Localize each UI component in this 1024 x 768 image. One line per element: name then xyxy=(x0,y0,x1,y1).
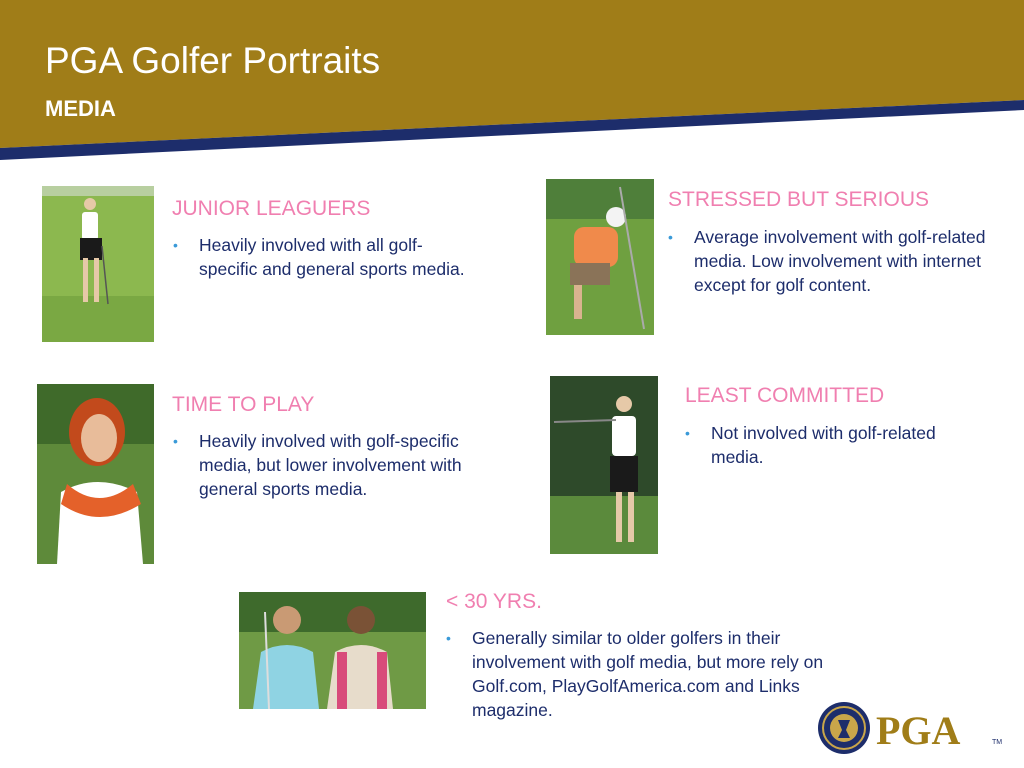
bullet-icon: • xyxy=(173,237,178,253)
bullet-text: Generally similar to older golfers in their involvement with golf media, but more rely on Golf.com, PlayGolfAmerica.com and Links magazine. xyxy=(472,628,824,720)
bullet-text: Not involved with golf-related media. xyxy=(711,423,936,467)
segment-bullet-under-30 xyxy=(446,626,857,722)
pga-logo-text: PGA xyxy=(876,708,961,753)
photo-junior-leaguer xyxy=(42,186,154,342)
segment-bullet-time-to-play xyxy=(173,429,494,501)
bullet-icon: • xyxy=(668,229,673,245)
page-subtitle: MEDIA xyxy=(45,96,116,121)
photo-under-30 xyxy=(239,592,426,709)
segment-title-least-committed: LEAST COMMITTED xyxy=(685,384,885,407)
segment-bullet-junior-leaguers xyxy=(173,233,469,281)
photo-time-to-play xyxy=(37,384,154,564)
bullet-text: Heavily involved with all golf-specific and general sports media. xyxy=(199,235,465,279)
pga-logo-tm: TM xyxy=(992,739,1003,746)
bullet-text: Average involvement with golf-related media. Low involvement with internet except for golf content. xyxy=(694,227,986,295)
pga-logo xyxy=(816,700,1006,758)
page-title: PGA Golfer Portraits xyxy=(45,40,381,81)
bullet-icon: • xyxy=(446,630,451,646)
segment-bullet-stressed-but-serious xyxy=(668,225,994,297)
photo-stressed-but-serious xyxy=(546,179,654,335)
bullet-icon: • xyxy=(685,425,690,441)
segment-bullet-least-committed xyxy=(685,421,991,469)
header-band xyxy=(0,0,1024,168)
segment-title-under-30: < 30 YRS. xyxy=(446,590,542,613)
photo-least-committed xyxy=(550,376,658,554)
bullet-text: Heavily involved with golf-specific media, but lower involvement with general sports media. xyxy=(199,431,462,499)
segment-title-junior-leaguers: JUNIOR LEAGUERS xyxy=(172,197,371,220)
segment-title-stressed-but-serious: STRESSED BUT SERIOUS xyxy=(668,188,930,211)
bullet-icon: • xyxy=(173,433,178,449)
segment-title-time-to-play: TIME TO PLAY xyxy=(172,393,315,416)
